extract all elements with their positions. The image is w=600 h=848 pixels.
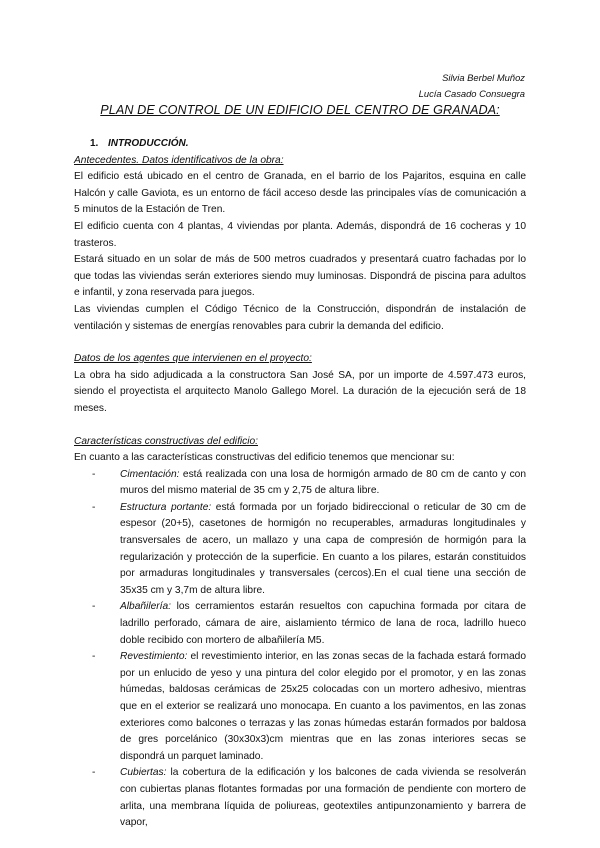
paragraph: El edificio está ubicado en el centro de Granada, en el barrio de los Pajaritos, esquina en calle Halcón y calle Gaviota, es un entorno de fácil acceso desde las principales vías de comunicación a 5 minutos de la Estación de Tren. [74,171,526,216]
item-term: Cubiertas: [120,767,167,779]
paragraph: Las viviendas cumplen el Código Técnico de la Construcción, dispondrán de instalación de ventilación y sistemas de energías renovables para cubrir la demanda del edificio. [74,303,526,332]
section-number: 1. [90,138,99,149]
document-title: PLAN DE CONTROL DE UN EDIFICIO DEL CENTRO DE GRANADA: [100,103,500,117]
paragraph: Estará situado en un solar de más de 500 metros cuadrados y presentará cuatro fachadas por lo que todas las viviendas serán exteriores siendo muy luminosas. Dispondrá de piscina para adultos e infantil, y zona reservada para juegos. [74,254,526,299]
item-term: Cimentación: [120,468,180,480]
paragraph: En cuanto a las características constructivas del edificio tenemos que mencionar su: [74,452,455,464]
item-term: Estructura portante: [120,501,212,513]
list-item [74,765,526,831]
item-text: está realizada con una losa de hormigón armado de 80 cm de canto y con muros del mismo material de 35 cm y 2,75 de altura libre. [120,468,526,497]
authors-block [419,70,525,101]
item-term: Albañilería: [120,601,171,613]
document-body [74,136,526,832]
list-item [74,649,526,765]
item-term: Revestimiento: [120,651,188,663]
spacer [74,335,526,351]
characteristics-list [74,467,526,832]
paragraph: El edificio cuenta con 4 plantas, 4 viviendas por planta. Además, dispondrá de 16 cocheras y 10 trasteros. [74,220,526,249]
section-title: INTRODUCCIÓN. [108,138,189,149]
list-item [74,599,526,649]
list-dash: - [92,767,96,779]
item-text: el revestimiento interior, en las zonas secas de la fachada estará formado por un enlucido de yeso y una pintura del color elegido por el promotor, y en las zonas húmedas, baldosas cerámicas de 25x25 colocadas con un mortero adhesivo, mientras que en el exterior se realizará uno monocapa. En cuanto a los pavimentos, en las zonas exteriores como balcones o terrazas y las zonas húmedas estarán formados por baldosa de gres porcelánico (30x30x3)cm mientras que en las zonas interiores secas se dispondrá un parquet laminado. [120,651,526,762]
list-dash: - [92,601,96,613]
subheading-antecedentes: Antecedentes. Datos identificativos de la obra: [74,154,284,166]
subheading-agentes: Datos de los agentes que intervienen en el proyecto: [74,353,312,365]
list-item [74,500,526,600]
section-heading [74,136,526,153]
item-text: la cobertura de la edificación y los balcones de cada vivienda se resolverán con cubiertas planas flotantes formadas por una formación de pendiente con mortero de arlita, una membrana líquida de poliureas, geotextiles antipunzonamiento y barrera de vapor, [120,767,526,829]
list-dash: - [92,468,96,480]
list-dash: - [92,501,96,513]
paragraph: La obra ha sido adjudicada a la constructora San José SA, por un importe de 4.597.473 euros, siendo el proyectista el arquitecto Manolo Gallego Morel. La duración de la ejecución será de 18 meses. [74,369,526,414]
list-dash: - [92,651,96,663]
spacer [74,418,526,434]
author-name: Lucía Casado Consuegra [418,87,525,99]
author-name: Silvia Berbel Muñoz [442,72,525,83]
list-item [74,467,526,500]
item-text: los cerramientos estarán resueltos con capuchina formada por citara de ladrillo perforado, cámara de aire, aislamiento térmico de lana de roca, ladrillo hueco doble recibido con mortero de albañilería M5. [120,601,526,646]
subheading-caracteristicas: Características constructivas del edificio: [74,435,259,447]
item-text: está formada por un forjado bidireccional o reticular de 30 cm de espesor (20+5), casetones de hormigón no recuperables, armaduras longitudinales y transversales de acero, un mallazo y una capa de compresión de hormigón para la regularización y protección de la superficie. En cuanto a los pilares, estarán constituidos por armaduras longitudinales y transversales (cercos).En el cual tiene una sección de 35x35 cm y 3,7m de altura libre. [120,501,526,596]
